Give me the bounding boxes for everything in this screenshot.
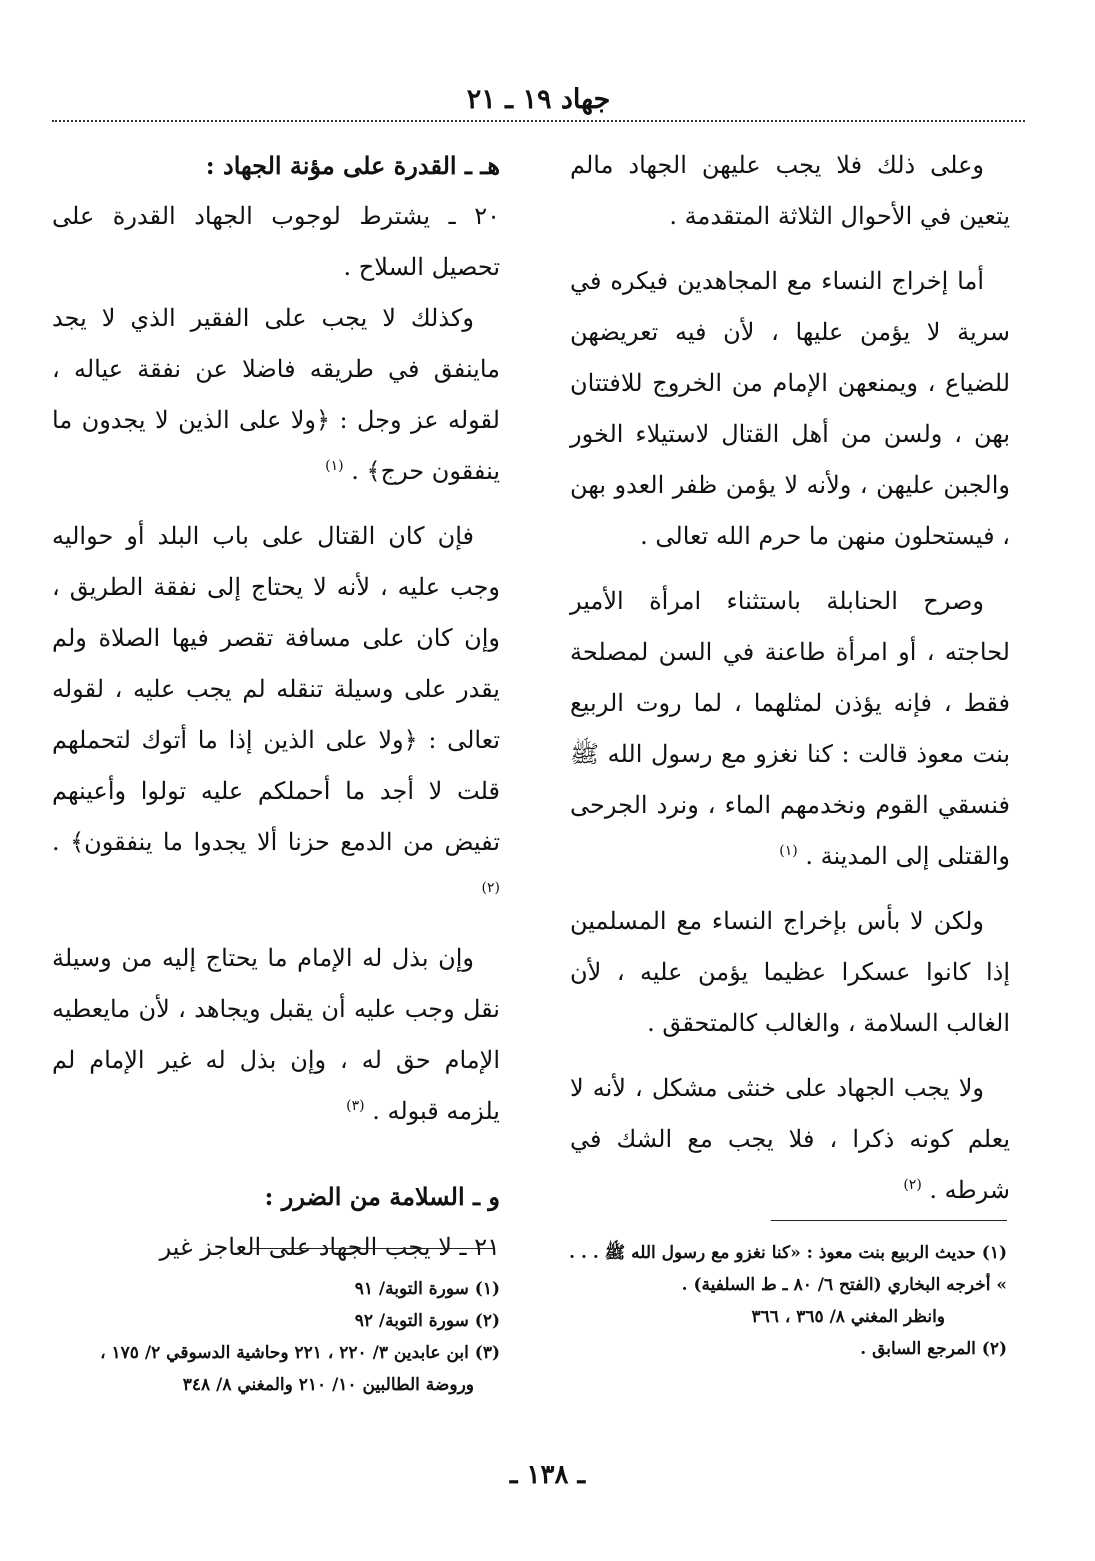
footnote: (٢) سورة التوبة/ ٩٢: [354, 1311, 500, 1331]
footnote-separator: [771, 1220, 1007, 1221]
footnote-ref: (٢): [903, 1177, 922, 1193]
footnotes-right: [567, 1237, 1007, 1365]
footnote: (٢) المرجع السابق .: [860, 1339, 1007, 1359]
paragraph: [570, 576, 1010, 882]
footnote-separator: [250, 1248, 494, 1249]
section-heading: هـ ـ القدرة على مؤنة الجهاد :: [205, 151, 500, 180]
footnote: (٣) ابن عابدين ٣/ ٢٢٠ ، ٢٢١ وحاشية الدسوقي ٢/ ١٧٥ ،: [100, 1343, 500, 1363]
footnote: (١) سورة التوبة/ ٩١: [354, 1279, 500, 1299]
paragraph-text: وصرح الحنابلة باستثناء امرأة الأمير لحاجته ، أو امرأة طاعنة في السن لمصلحة فقط ، فإنه يؤذن لمثلهما ، لما روت الربيع بنت معوذ قالت : كنا نغزو مع رسول الله ﷺ فنسقي القوم ونخدمهم الماء ، ونرد الجرحى والقتلى إلى المدينة .: [570, 587, 1010, 870]
paragraph: [570, 1063, 1010, 1216]
paragraph: ولكن لا بأس بإخراج النساء مع المسلمين إذا كانوا عسكرا عظيما يؤمن عليه ، لأن الغالب السلامة ، والغالب كالمتحقق .: [570, 907, 1010, 1037]
section-heading: و ـ السلامة من الضرر :: [264, 1182, 500, 1211]
paragraph-text: وكذلك لا يجب على الفقير الذي لا يجد ماينفق في طريقه فاضلا عن نفقة عياله ، لقوله عز وجل : ﴿ولا على الذين لا يجدون ما ينفقون حرج﴾ .: [52, 304, 500, 485]
paragraph: [52, 511, 500, 919]
footnotes-left: [40, 1273, 500, 1401]
paragraph: [52, 933, 500, 1137]
numbered-paragraph: ٢١ ـ لا يجب الجهاد على العاجز غير: [159, 1233, 500, 1261]
paragraph-text: ولا يجب الجهاد على خنثى مشكل ، لأنه لا يعلم كونه ذكرا ، فلا يجب مع الشك في شرطه .: [570, 1074, 1010, 1204]
footnote: (١) حديث الربيع بنت معوذ : «كنا نغزو مع رسول الله ﷺ . . . » أخرجه البخاري (الفتح ٦/ ٨٠ ـ ط السلفية) .: [569, 1243, 1007, 1295]
paragraph-text: فإن كان القتال على باب البلد أو حواليه وجب عليه ، لأنه لا يحتاج إلى نفقة الطريق ، وإن كان على مسافة تقصر فيها الصلاة ولم يقدر على وسيلة تنقله لم يجب عليه ، لقوله تعالى : ﴿ولا على الذين إذا ما أتوك لتحملهم قلت لا أجد ما أحملكم عليه تولوا وأعينهم تفيض من الدمع حزنا ألا يجدوا ما ينفقون﴾ .: [52, 522, 500, 856]
paragraph-text: وإن بذل له الإمام ما يحتاج إليه من وسيلة نقل وجب عليه أن يقبل ويجاهد ، لأن مايعطيه الإمام حق له ، وإن بذل له غير الإمام لم يلزمه قبوله .: [52, 944, 500, 1125]
footnote: وروضة الطالبين ١٠/ ٢١٠ والمغني ٨/ ٣٤٨: [182, 1375, 474, 1395]
page-header: [52, 80, 1025, 122]
footnote: وانظر المغني ٨/ ٣٦٥ ، ٣٦٦: [751, 1307, 945, 1327]
footnote-ref: (٢): [481, 880, 500, 896]
right-column: [570, 140, 1010, 1216]
footnote-ref: (١): [325, 458, 344, 474]
paragraph: وعلى ذلك فلا يجب عليهن الجهاد مالم يتعين في الأحوال الثلاثة المتقدمة .: [570, 151, 1010, 230]
left-column: [52, 140, 500, 1273]
paragraph: [52, 293, 500, 497]
running-head: جهاد ١٩ ـ ٢١: [466, 84, 611, 115]
page-number: ـ ١٣٨ ـ: [509, 1460, 586, 1490]
footnote-ref: (٣): [346, 1098, 365, 1114]
numbered-paragraph: ٢٠ ـ يشترط لوجوب الجهاد القدرة على تحصيل السلاح .: [52, 202, 500, 281]
footnote-ref: (١): [779, 843, 798, 859]
paragraph: أما إخراج النساء مع المجاهدين فيكره في سرية لا يؤمن عليها ، لأن فيه تعريضهن للضياع ، ويمنعهن الإمام من الخروج للافتتان بهن ، ولسن من أهل القتال لاستيلاء الخور والجبن عليهن ، ولأنه لا يؤمن ظفر العدو بهن ، فيستحلون منهن ما حرم الله تعالى .: [570, 267, 1010, 550]
